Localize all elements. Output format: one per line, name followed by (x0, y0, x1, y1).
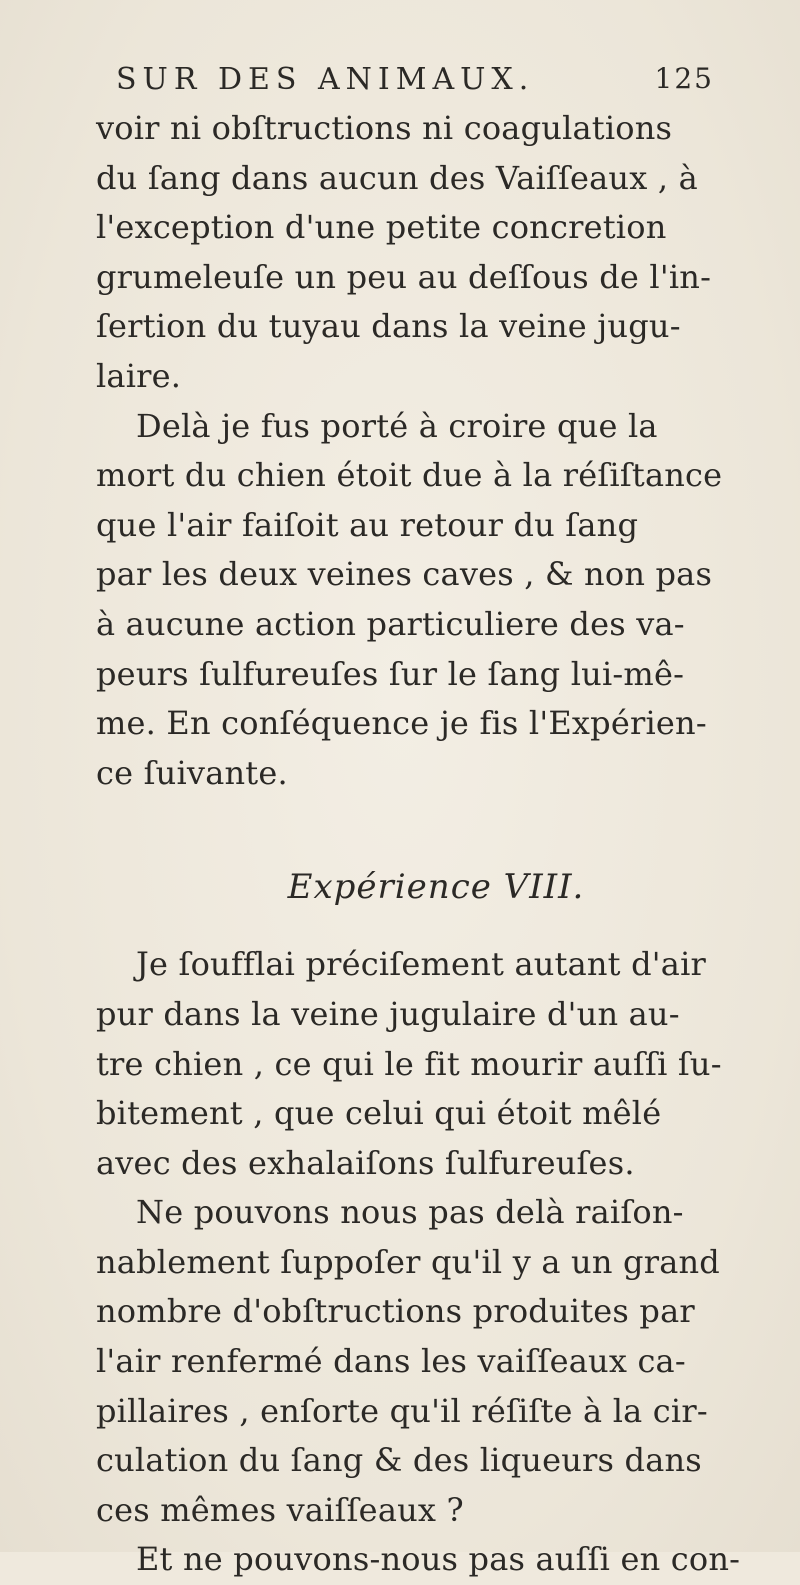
paragraph-3 (96, 940, 736, 1188)
text-line: l'exception d'une petite concretion (96, 208, 667, 247)
text-line: que l'air faiſoit au retour du ſang (96, 505, 639, 544)
paragraph-1 (96, 104, 736, 402)
text-line: avec des exhalaiſons ſulfureuſes. (96, 1143, 635, 1182)
text-line: ces mêmes vaiſſeaux ? (96, 1490, 464, 1529)
text-line: Je ſoufflai préciſement autant d'air (136, 945, 706, 984)
text-line: l'air renfermé dans les vaiſſeaux ca- (96, 1342, 686, 1381)
paragraph-5 (96, 1535, 741, 1585)
text-line: peurs ſulfureuſes ſur le ſang lui-mê- (96, 654, 685, 693)
paragraph-4 (96, 1188, 736, 1535)
text-line: pur dans la veine jugulaire d'un au- (96, 994, 680, 1033)
paragraph-2 (96, 402, 736, 799)
text-line: Ne pouvons nous pas delà raiſon- (136, 1193, 684, 1232)
text-line: mort du chien étoit due à la réſiſtance (96, 456, 723, 495)
text-line: ce ſuivante. (96, 753, 288, 792)
text-line: bitement , que celui qui étoit mêlé (96, 1094, 662, 1133)
text-line: culation du ſang & des liqueurs dans (96, 1441, 702, 1480)
section-heading: Expérience VIII. (287, 867, 585, 908)
running-head-title: SUR DES ANIMAUX. (116, 62, 535, 97)
running-head (96, 62, 714, 102)
text-line: ſertion du tuyau dans la veine jugu- (96, 307, 681, 346)
text-line: grumeleuſe un peu au deſſous de l'in- (96, 257, 712, 296)
text-line: à aucune action particuliere des va- (96, 604, 685, 643)
text-line: pillaires , enſorte qu'il réſiſte à la cir- (96, 1391, 708, 1430)
text-line: voir ni obſtructions ni coagulations (96, 109, 673, 147)
text-line: me. En conſéquence je fis l'Expérien- (96, 704, 707, 743)
text-line: nablement ſuppoſer qu'il y a un grand (96, 1242, 720, 1281)
text-line: du ſang dans aucun des Vaiſſeaux , à (96, 158, 698, 197)
text-line: tre chien , ce qui le fit mourir auſſi ſu- (96, 1044, 722, 1083)
text-line: par les deux veines caves , & non pas (96, 555, 713, 594)
text-line: Delà je fus porté à croire que la (136, 406, 658, 445)
text-line: laire. (96, 356, 182, 395)
text-line: Et ne pouvons-nous pas auſſi en con- (136, 1540, 741, 1579)
page-number: 125 (654, 62, 714, 95)
body-text (96, 104, 741, 1585)
text-line: nombre d'obſtructions produites par (96, 1292, 695, 1331)
